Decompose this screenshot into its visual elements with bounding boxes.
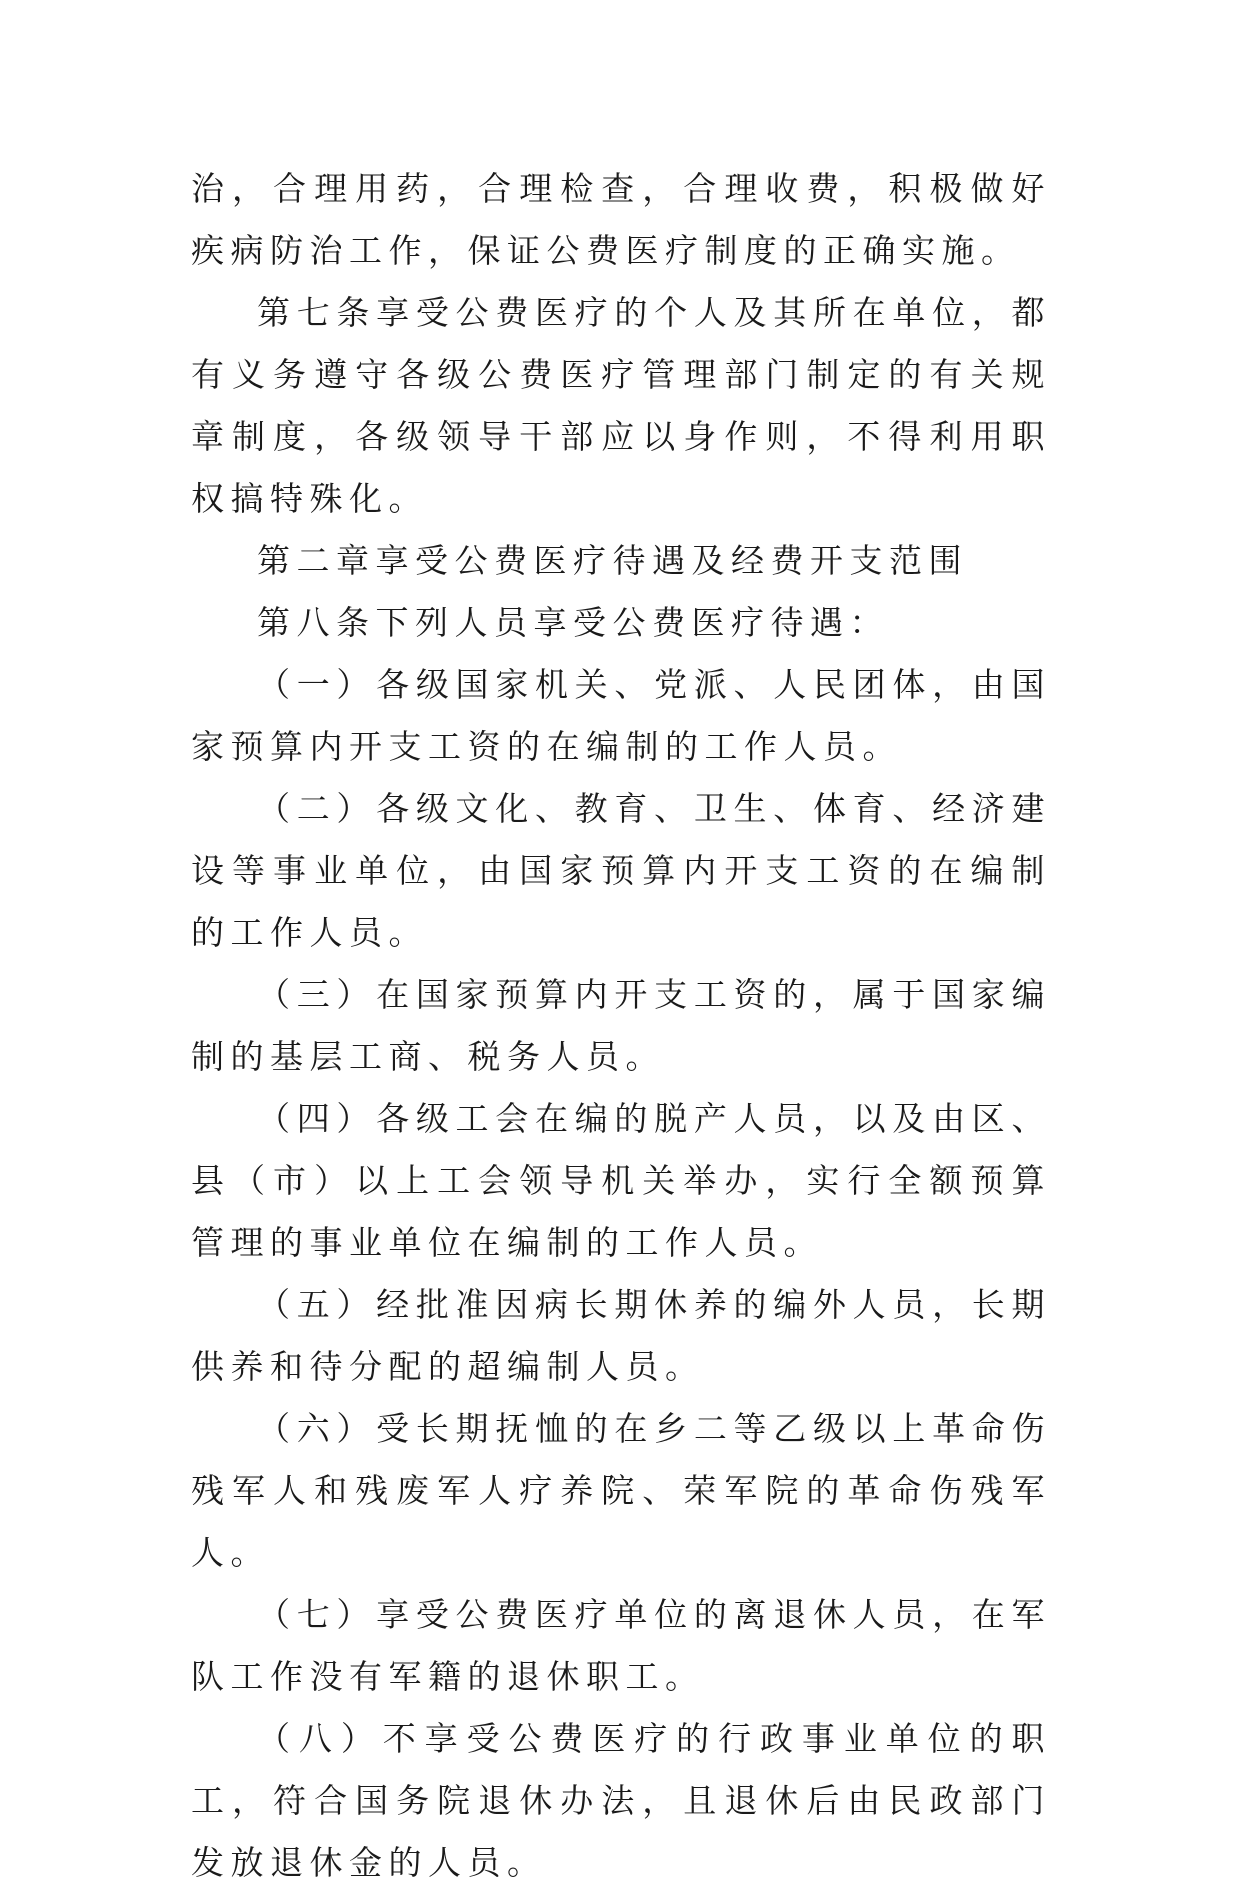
chapter-2-heading: 第二章享受公费医疗待遇及经费开支范围 xyxy=(257,541,968,580)
paragraph-article-8: 第八条下列人员享受公费医疗待遇： xyxy=(257,603,889,642)
list-item-6: （六）受长期抚恤的在乡二等乙级以上革命伤残军人和残废军人疗养院、荣军院的革命伤残军人。 xyxy=(191,1409,1051,1572)
document-body xyxy=(191,158,1051,1894)
list-item-1: （一）各级国家机关、党派、人民团体，由国家预算内开支工资的在编制的工作人员。 xyxy=(191,665,1051,766)
paragraph-continuation: 治，合理用药，合理检查，合理收费，积极做好疾病防治工作，保证公费医疗制度的正确实施。 xyxy=(191,169,1051,270)
list-item-2: （二）各级文化、教育、卫生、体育、经济建设等事业单位，由国家预算内开支工资的在编制的工作人员。 xyxy=(191,789,1051,952)
list-item-5: （五）经批准因病长期休养的编外人员，长期供养和待分配的超编制人员。 xyxy=(191,1285,1051,1386)
paragraph-article-7: 第七条享受公费医疗的个人及其所在单位，都有义务遵守各级公费医疗管理部门制定的有关规章制度，各级领导干部应以身作则，不得利用职权搞特殊化。 xyxy=(191,293,1051,518)
list-item-8: （八）不享受公费医疗的行政事业单位的职工，符合国务院退休办法，且退休后由民政部门发放退休金的人员。 xyxy=(191,1719,1051,1882)
list-item-3: （三）在国家预算内开支工资的，属于国家编制的基层工商、税务人员。 xyxy=(191,975,1051,1076)
list-item-7: （七）享受公费医疗单位的离退休人员，在军队工作没有军籍的退休职工。 xyxy=(191,1595,1051,1696)
list-item-4: （四）各级工会在编的脱产人员，以及由区、县（市）以上工会领导机关举办，实行全额预算管理的事业单位在编制的工作人员。 xyxy=(191,1099,1051,1262)
